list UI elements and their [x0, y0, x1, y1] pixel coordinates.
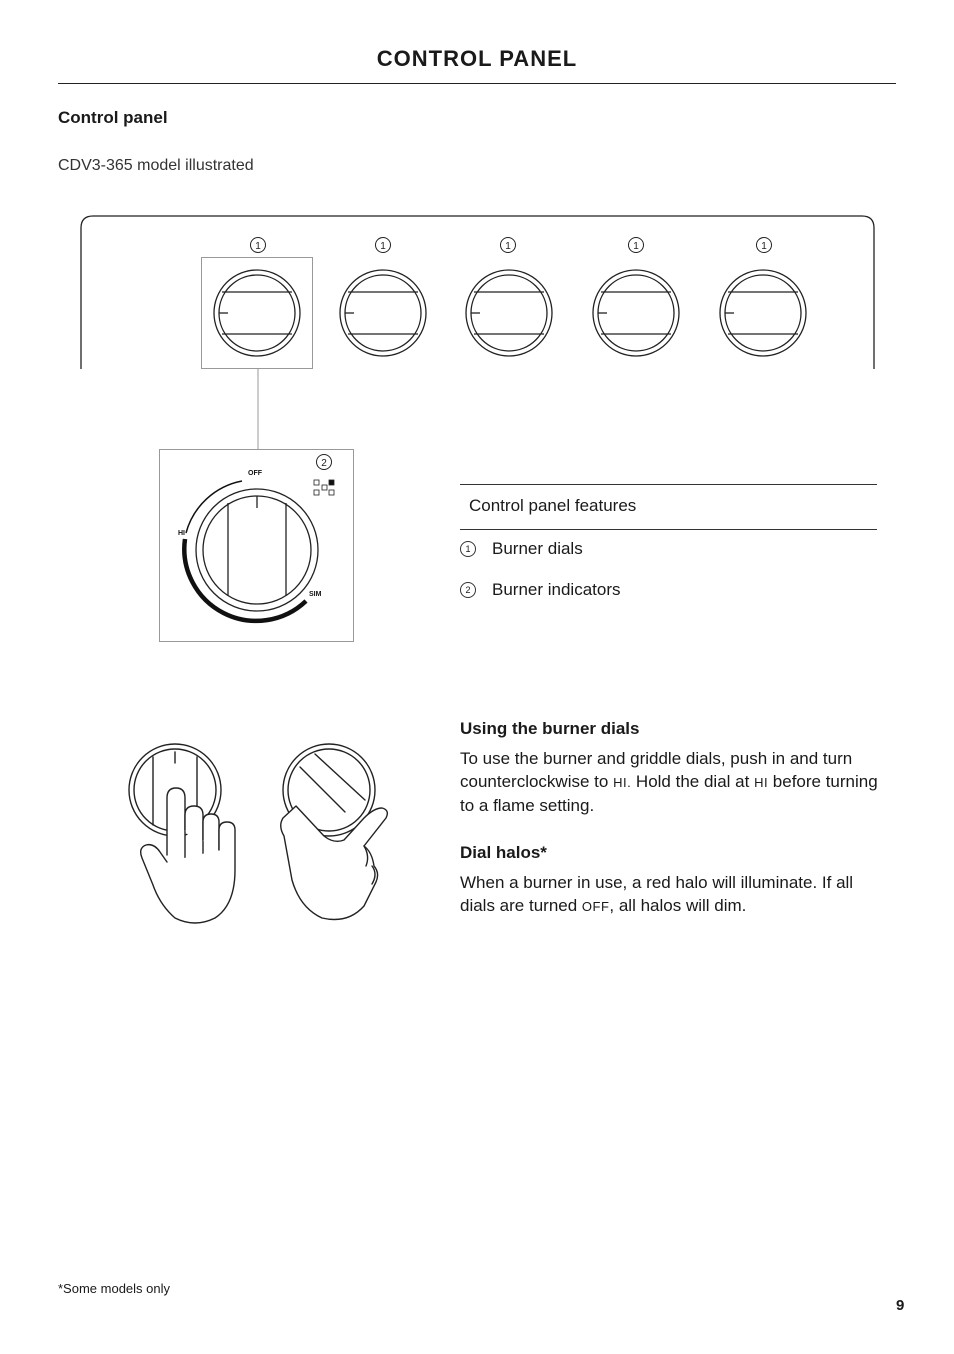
- feature-label: Burner dials: [492, 539, 583, 558]
- dial-label-hi: HI: [178, 530, 185, 537]
- burner-dial-3: [466, 270, 552, 356]
- burner-dial-1: [214, 270, 300, 356]
- feature-item-burner-indicators: [460, 580, 621, 600]
- zoom-detail-box: [160, 450, 354, 642]
- features-title: Control panel features: [469, 496, 637, 515]
- using-dials-heading: Using the burner dials: [460, 719, 640, 738]
- dial-callout-3: 1: [505, 241, 511, 252]
- hi-setting: HI: [754, 775, 769, 790]
- burner-dial-4: [593, 270, 679, 356]
- footnote: *Some models only: [58, 1281, 170, 1296]
- dial-label-sim: SIM: [309, 591, 322, 598]
- off-setting: OFF: [581, 899, 610, 914]
- dial-halos-text: When a burner in use, a red halo will illuminate. If all dials are turned OFF, all halos will dim.: [460, 873, 854, 915]
- burner-dial-5: [720, 270, 806, 356]
- features-top-rule: [460, 484, 877, 485]
- using-dials-text: To use the burner and griddle dials, push in and turn counterclockwise to HI. Hold the dial at HI before turning to a flame setting.: [460, 749, 878, 815]
- features-bottom-rule: [460, 529, 877, 530]
- zoom-highlight-box: [202, 258, 313, 369]
- dial-callout-2: 1: [380, 241, 386, 252]
- dial-halos-heading: Dial halos*: [460, 843, 547, 862]
- dial-callout-1: 1: [255, 241, 261, 252]
- turn-dial-illustration: [281, 744, 388, 920]
- dial-callout-5: 1: [761, 241, 767, 252]
- page-title: CONTROL PANEL: [376, 46, 578, 71]
- burner-indicator-icon: [314, 480, 334, 495]
- feature-label: Burner indicators: [492, 580, 621, 599]
- feature-number: 2: [460, 582, 476, 598]
- dial-callout-4: 1: [633, 241, 639, 252]
- feature-item-burner-dials: [460, 539, 583, 559]
- push-dial-illustration: [129, 744, 235, 923]
- enlarged-dial: [184, 481, 318, 621]
- hi-setting: HI.: [613, 775, 632, 790]
- feature-number: 1: [460, 541, 476, 557]
- dial-label-off: OFF: [248, 470, 262, 477]
- model-caption: CDV3-365 model illustrated: [58, 157, 254, 174]
- section-heading: Control panel: [58, 108, 168, 127]
- indicator-callout: 2: [321, 458, 327, 469]
- page-number: 9: [896, 1297, 905, 1314]
- burner-dial-2: [340, 270, 426, 356]
